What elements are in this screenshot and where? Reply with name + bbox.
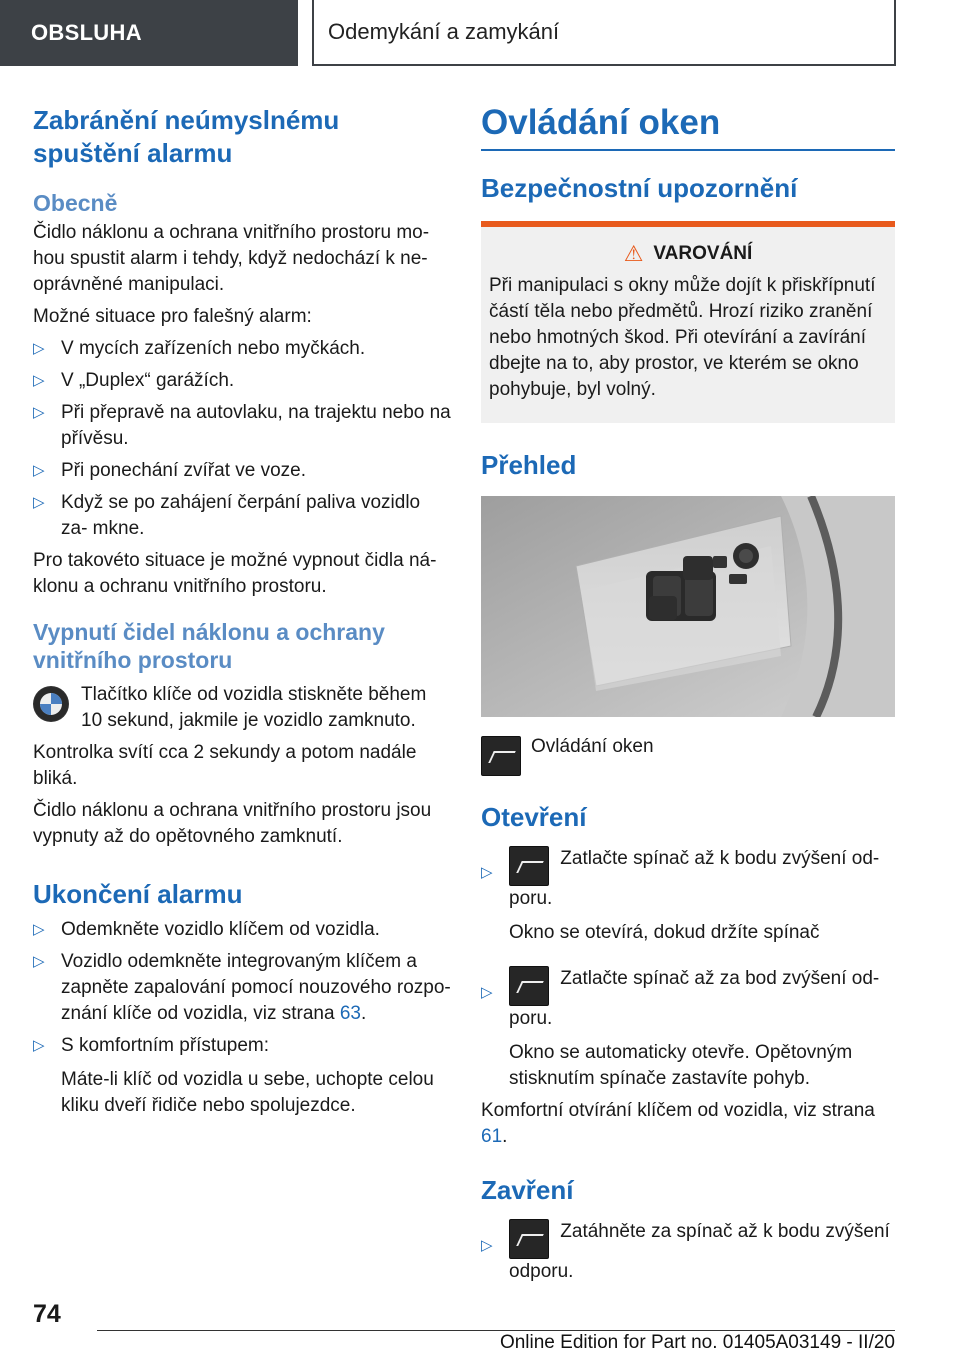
triangle-bullet-icon: ▷ (33, 494, 45, 511)
window-switch-photo (481, 496, 895, 717)
warning-triangle-icon: ⚠ (623, 241, 644, 266)
heading-open: Otevření (481, 802, 587, 832)
paragraph-situations-intro: Možné situace pro falešný alarm: (33, 306, 312, 327)
window-switch-icon (481, 736, 521, 776)
triangle-bullet-icon: ▷ (33, 921, 45, 938)
triangle-bullet-icon: ▷ (33, 372, 45, 389)
window-switch-icon (509, 846, 549, 886)
list-item: ▷ Když se po zahájení čerpání paliva vozidlo za- mkne. (33, 492, 421, 539)
page-number: 74 (33, 1300, 61, 1328)
footer-edition: Online Edition for Part no. 01405A03149 - II/20 (499, 1332, 895, 1353)
photo-caption-row (481, 736, 895, 776)
list-item: ▷ Vozidlo odemkněte integrovaným klíčem a zapněte zapalování pomocí nouzového rozpo- znání klíče od vozidla, viz strana 63. (33, 951, 451, 1024)
list-item: ▷ Zatáhněte za spínač až k bodu zvýšení odporu. (481, 1221, 890, 1282)
key-instruction-text: Tlačítko klíče od vozidla stiskněte během 10 sekund, jakmile je vozidlo zamknuto. (81, 684, 427, 731)
triangle-bullet-icon: ▷ (33, 462, 45, 479)
window-switch-icon (509, 966, 549, 1006)
heading-safety: Bezpečnostní upozornění (481, 173, 798, 203)
heading-close: Zavření (481, 1175, 574, 1205)
section-tab[interactable]: OBSLUHA (0, 0, 298, 66)
list-item: ▷ V mycích zařízeních nebo myčkách. (33, 336, 451, 362)
situations-list (33, 336, 451, 542)
warning-box (481, 227, 895, 423)
heading-overview: Přehled (481, 450, 577, 480)
photo-caption: Ovládání oken (531, 736, 654, 757)
triangle-bullet-icon: ▷ (33, 340, 45, 357)
list-item: ▷ Při přepravě na autovlaku, na trajektu nebo na přívěsu. (33, 402, 451, 449)
chapter-title: Odemykání a zamykání (312, 0, 896, 66)
heading-general: Obecně (33, 190, 118, 216)
open-list (481, 846, 895, 1092)
list-item: ▷ V „Duplex“ garážích. (33, 368, 451, 394)
footer-divider (97, 1330, 895, 1331)
triangle-bullet-icon: ▷ (481, 984, 493, 1001)
warning-title: ⚠ VAROVÁNÍ (623, 241, 753, 266)
list-item: ▷ S komfortním přístupem: Máte-li klíč od vozidla u sebe, uchopte celou kliku dveří řidiče nebo spolujezdce. (33, 1033, 451, 1119)
paragraph-indicator: Kontrolka svítí cca 2 sekundy a potom nadále bliká. (33, 742, 417, 789)
paragraph-intro: Čidlo náklonu a ochrana vnitřního prostoru mo- hou spustit alarm i tehdy, když nedochází k ne- oprávněné manipulaci. (33, 222, 430, 295)
heading-disable-sensors: Vypnutí čidel náklonu a ochrany vnitřního prostoru (33, 619, 385, 673)
triangle-bullet-icon: ▷ (33, 953, 45, 970)
heading-end-alarm: Ukončení alarmu (33, 879, 243, 909)
right-column (481, 100, 895, 1285)
close-list (481, 1219, 895, 1285)
paragraph-disable-possible: Pro takovéto situace je možné vypnout čidla ná- klonu a ochranu vnitřního prostoru. (33, 550, 437, 597)
list-item-sub: Okno se otevírá, dokud držíte spínač (509, 922, 820, 943)
window-switch-icon (509, 1219, 549, 1259)
heading-false-alarm: Zabránění neúmyslnému spuštění alarmu (33, 105, 340, 168)
key-instruction (33, 682, 451, 734)
page-header (0, 0, 960, 66)
list-item: ▷ Odemkněte vozidlo klíčem od vozidla. (33, 917, 451, 943)
heading-window-control: Ovládání oken (481, 100, 895, 151)
list-item: ▷ Zatlačte spínač až k bodu zvýšení od- poru. Okno se otevírá, dokud držíte spínač (481, 846, 895, 946)
list-item-sub: Okno se automaticky otevře. Opětovným stisknutím spínače zastavíte pohyb. (509, 1042, 853, 1089)
triangle-bullet-icon: ▷ (33, 1037, 45, 1054)
triangle-bullet-icon: ▷ (481, 1237, 493, 1254)
triangle-bullet-icon: ▷ (481, 864, 493, 881)
paragraph-relock: Čidlo náklonu a ochrana vnitřního prostoru jsou vypnuty až do opětovného zamknutí. (33, 800, 432, 847)
paragraph-comfort-open: Komfortní otvírání klíčem od vozidla, viz strana 61. (481, 1100, 875, 1147)
left-column (33, 100, 451, 1119)
triangle-bullet-icon: ▷ (33, 404, 45, 421)
page-link-61[interactable]: 61 (481, 1126, 503, 1147)
list-item: ▷ Zatlačte spínač až za bod zvýšení od- poru. Okno se automaticky otevře. Opětovným stisknutím spínače zastavíte pohyb. (481, 966, 895, 1092)
warning-text: Při manipulaci s okny může dojít k přiskřípnutí částí těla nebo předmětů. Hrozí riziko zranění nebo hmotných škod. Při otevírání a zavírání dbejte na to, aby prostor, ve kterém se okno pohybuje, byl volný. (489, 275, 876, 400)
list-item-sub: Máte-li klíč od vozidla u sebe, uchopte celou kliku dveří řidiče nebo spolujezdce. (61, 1069, 434, 1116)
end-alarm-list (33, 917, 451, 1119)
page-link-63[interactable]: 63 (339, 1003, 361, 1024)
list-item: ▷ Při ponechání zvířat ve voze. (33, 458, 451, 484)
car-key-logo-icon (33, 686, 69, 722)
